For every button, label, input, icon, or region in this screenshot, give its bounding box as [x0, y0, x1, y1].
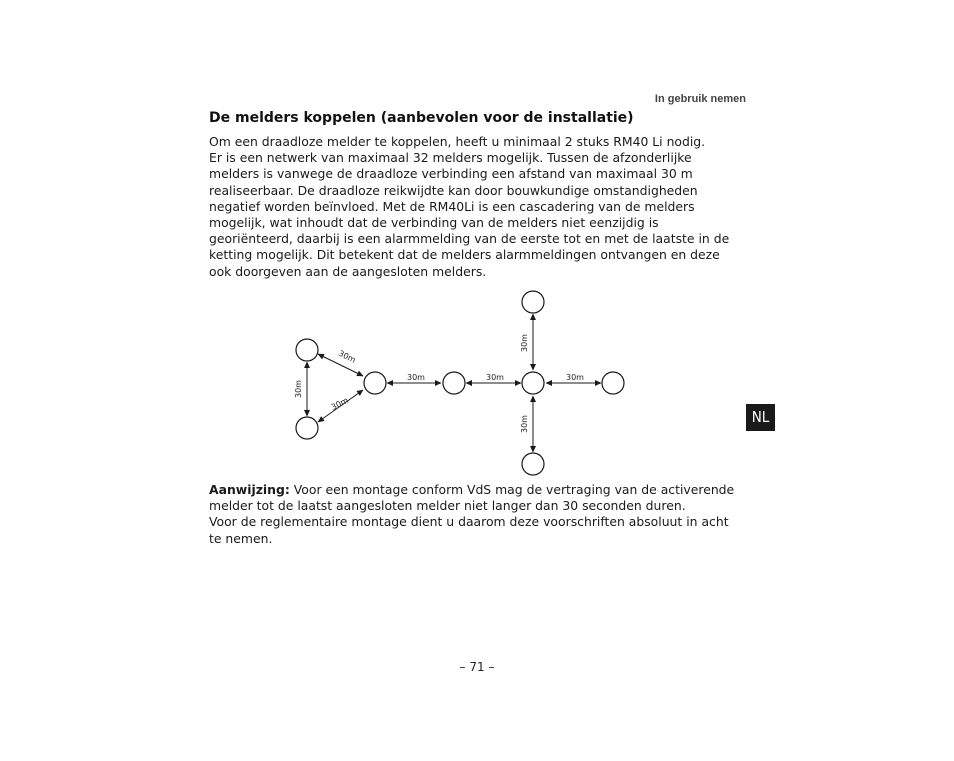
detector-node: [296, 417, 318, 439]
detector-node: [364, 372, 386, 394]
language-tab: NL: [746, 404, 775, 431]
distance-label: 30m: [486, 373, 504, 382]
distance-label: 30m: [294, 380, 303, 398]
distance-label: 30m: [329, 395, 350, 412]
note-paragraph: [209, 482, 754, 547]
section-title: De melders koppelen (aanbevolen voor de installatie): [209, 110, 634, 126]
detector-node: [602, 372, 624, 394]
distance-label: 30m: [407, 373, 425, 382]
running-header: In gebruik nemen: [654, 93, 746, 105]
note-text: Voor een montage conform VdS mag de vertraging van de activerende melder tot de laatst aangesloten melder niet langer dan 30 seconden duren. Voor de reglementaire montage dient u daarom deze voorschriften absoluut in acht te nemen.: [209, 482, 735, 546]
distance-label: 30m: [566, 373, 584, 382]
detector-node: [296, 339, 318, 361]
detector-node: [522, 453, 544, 475]
detector-node: [522, 291, 544, 313]
intro-text: Om een draadloze melder te koppelen, heeft u minimaal 2 stuks RM40 Li nodig. Er is een netwerk van maximaal 32 melders mogelijk. Tussen de afzonderlijke melders is vanwege de draadloze verbinding een afstand van maximaal 30 m realiseerbaar. De draadloze reikwijdte kan door bouwkundige omstandigheden negatief worden beïnvloed. Met de RM40Li is een cascadering van de melders mogelijk, wat inhoudt dat de verbinding van de melders niet eenzijdig is georiënteerd, daarbij is een alarmmelding van de eerste tot en met de laatste in de ketting mogelijk. Dit betekent dat de melders alarmmeldingen ontvangen en deze ook doorgeven aan de aangesloten melders.: [209, 134, 730, 279]
note-label: Aanwijzing:: [209, 482, 290, 497]
distance-label: 30m: [337, 348, 358, 365]
page-number: – 71 –: [459, 660, 495, 674]
detector-node: [522, 372, 544, 394]
distance-label: 30m: [520, 415, 529, 433]
distance-label: 30m: [520, 334, 529, 352]
detector-node: [443, 372, 465, 394]
